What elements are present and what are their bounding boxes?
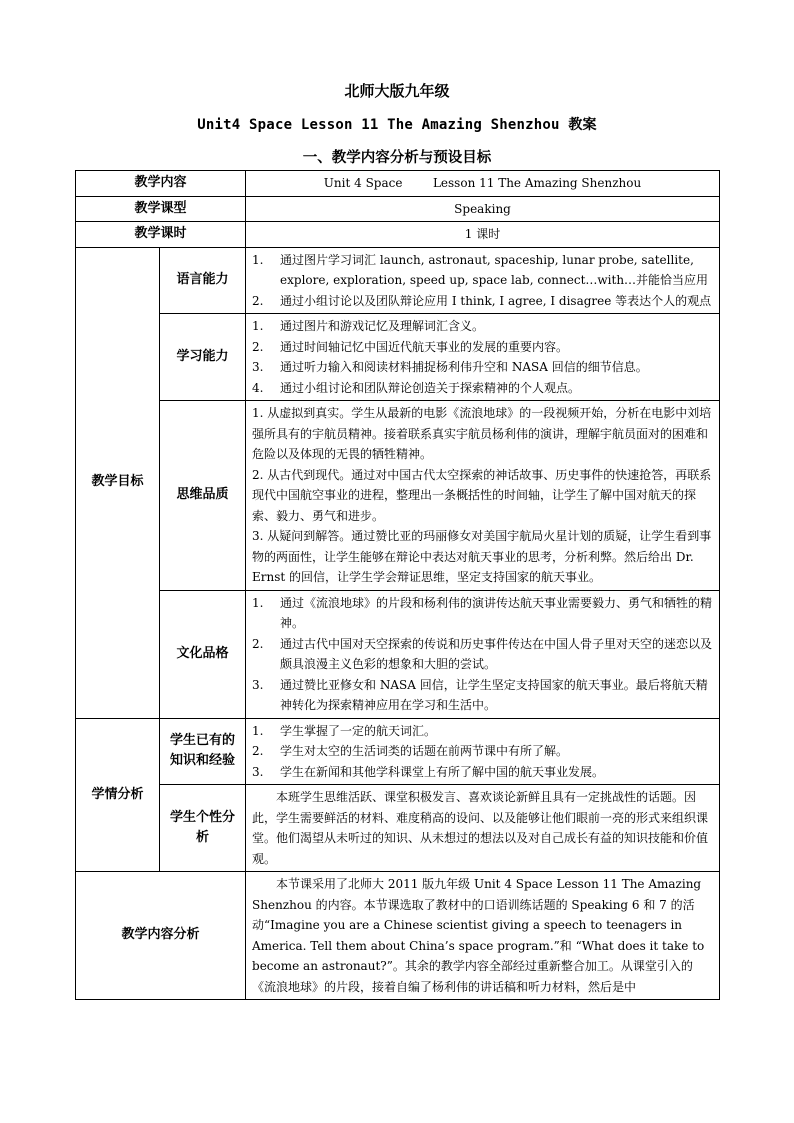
paragraph: 2. 从古代到现代。通过对中国古代太空探索的神话故事、历史事件的快速抢答，再联系现代中国航空事业的进程，整理出一条概括性的时间轴，让学生了解中国对航天的探索、毅力、勇气和进步。 — [252, 467, 712, 523]
type-row — [76, 196, 720, 222]
culture-cell — [246, 590, 720, 718]
list-item: 1. 通过《流浪地球》的片段和杨利伟的演讲传达航天事业需要毅力、勇气和牺牲的精神。 — [252, 595, 713, 630]
thinking-label: 思维品质 — [160, 401, 246, 591]
content-analysis-row — [76, 872, 720, 1000]
thinking-row — [76, 401, 720, 591]
paragraph: 3. 从疑问到解答。通过赞比亚的玛丽修女对美国宇航局火星计划的质疑，让学生看到事物的两面性，让学生能够在辩论中表达对航天事业的思考，分析利弊。然后给出 Dr. Ernst 的回信，让学生学会辩证思维，坚定支持国家的航天事业。 — [252, 529, 712, 584]
language-label: 语言能力 — [160, 247, 246, 314]
list-item: 1. 通过图片和游戏记忆及理解词汇含义。 — [252, 319, 485, 333]
learning-cell — [246, 314, 720, 401]
list-item: 2. 通过时间轴记忆中国近代航天事业的发展的重要内容。 — [252, 339, 569, 354]
list-item: 1. 通过图片学习词汇 launch, astronaut, spaceship, lunar probe, satellite, explore, exploration, speed up, space lab, connect…with…并能恰当应用 — [252, 252, 709, 287]
list-item: 4. 通过小组讨论和团队辩论创造关于探索精神的个人观点。 — [252, 380, 581, 395]
content-analysis-cell — [246, 872, 720, 1000]
content-analysis-label: 教学内容分析 — [76, 872, 246, 1000]
paragraph: 本节课采用了北师大 2011 版九年级 Unit 4 Space Lesson 11 The Amazing Shenzhou 的内容。本节课选取了教材中的口语训练话题的 Speaking 6 和 7 的活动“Imagine you are a Chinese scientist giving a speech to teenagers in America. Tell them about China’s space program.”和 “What does it take to become an astronaut?”。其余的教学内容全部经过重新整合加工。从课堂引入的《流浪地球》的片段，接着自编了杨利伟的讲话稿和听力材料，然后是中 — [252, 877, 705, 994]
prior-label: 学生已有的知识和经验 — [160, 718, 246, 785]
section-heading: 一、教学内容分析与预设目标 — [302, 150, 492, 166]
personality-row — [76, 785, 720, 872]
list-item: 2. 通过古代中国对天空探索的传说和历史事件传达在中国人骨子里对天空的迷恋以及颇具浪漫主义色彩的想象和大胆的尝试。 — [252, 636, 713, 671]
list-item: 3. 通过听力输入和阅读材料捕捉杨利伟升空和 NASA 回信的细节信息。 — [252, 360, 648, 374]
list-item: 1. 学生掌握了一定的航天词汇。 — [252, 723, 437, 738]
learning-row — [76, 314, 720, 401]
prior-row — [76, 718, 720, 785]
lesson-plan-table — [75, 170, 720, 1000]
learning-label: 学习能力 — [160, 314, 246, 401]
document-subtitle: Unit4 Space Lesson 11 The Amazing Shenzhou 教案 — [197, 117, 597, 133]
hours-label: 教学课时 — [76, 222, 246, 248]
culture-label: 文化品格 — [160, 590, 246, 718]
thinking-cell — [246, 401, 720, 591]
document-title: 北师大版九年级 — [344, 82, 450, 100]
content-value: Unit 4 Space Lesson 11 The Amazing Shenzhou — [246, 171, 720, 197]
paragraph: 本班学生思维活跃、课堂积极发言、喜欢谈论新鲜且具有一定挑战性的话题。因此，学生需要鲜活的材料、难度稍高的设问、以及能够让他们眼前一亮的形式来组织课堂。他们渴望从未听过的知识、从未想过的想法以及对自己成长有益的知识技能和价值观。 — [252, 790, 709, 866]
type-label: 教学课型 — [76, 196, 246, 222]
list-item: 3. 通过赞比亚修女和 NASA 回信，让学生坚定支持国家的航天事业。最后将航天精神转化为探索精神应用在学习和生活中。 — [252, 677, 708, 712]
list-item: 2. 通过小组讨论以及团队辩论应用 I think, I agree, I disagree 等表达个人的观点 — [252, 293, 712, 308]
personality-cell — [246, 785, 720, 872]
analysis-label: 学情分析 — [76, 718, 160, 872]
list-item: 3. 学生在新闻和其他学科课堂上有所了解中国的航天事业发展。 — [252, 764, 605, 779]
hours-value: 1 课时 — [246, 222, 720, 248]
goals-label: 教学目标 — [76, 247, 160, 718]
culture-row — [76, 590, 720, 718]
paragraph: 1. 从虚拟到真实。学生从最新的电影《流浪地球》的一段视频开始，分析在电影中刘培强所具有的宇航员精神。接着联系真实宇航员杨利伟的演讲，理解宇航员面对的困难和危险以及体现的无畏的牺牲精神。 — [252, 406, 712, 461]
language-row — [76, 247, 720, 314]
prior-cell — [246, 718, 720, 785]
list-item: 2. 学生对太空的生活词类的话题在前两节课中有所了解。 — [252, 744, 569, 758]
content-label: 教学内容 — [76, 171, 246, 197]
content-row — [76, 171, 720, 197]
type-value: Speaking — [246, 196, 720, 222]
hours-row — [76, 222, 720, 248]
language-cell — [246, 247, 720, 314]
personality-label: 学生个性分析 — [160, 785, 246, 872]
